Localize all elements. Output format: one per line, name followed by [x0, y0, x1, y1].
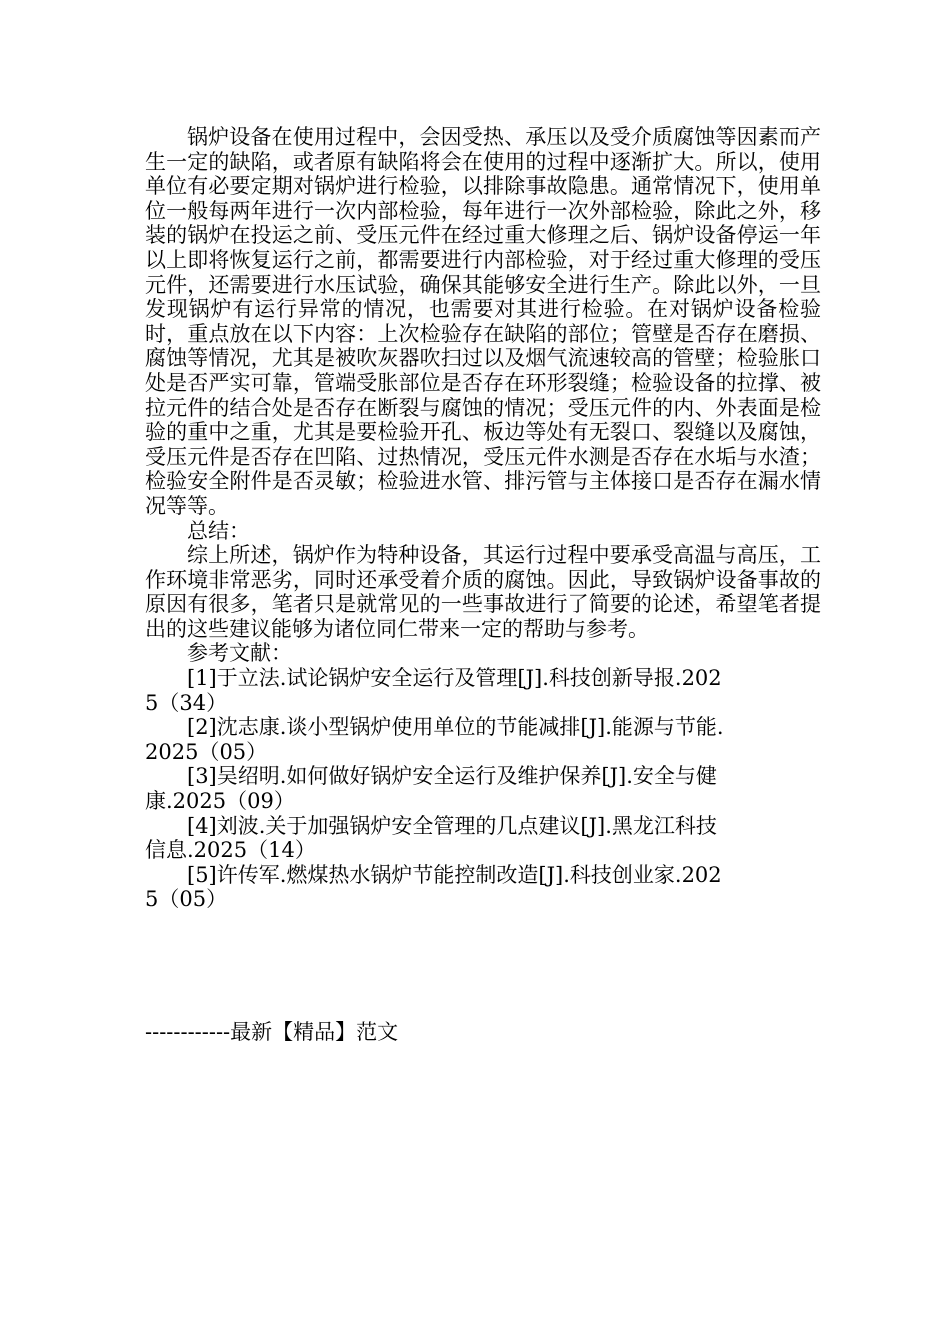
footer-tagline: ------------最新【精品】范文: [145, 1020, 399, 1044]
reference-list: [145, 666, 821, 912]
reference-item: [4]刘波.关于加强锅炉安全管理的几点建议[J].黑龙江科技信息.2025（14）: [145, 813, 717, 863]
summary-paragraph: 综上所述，锅炉作为特种设备，其运行过程中要承受高温与高压，工作环境非常恶劣，同时还承受着介质的腐蚀。因此，导致锅炉设备事故的原因有很多，笔者只是就常见的一些事故进行了简要的论述，希望笔者提出的这些建议能够为诸位同仁带来一定的帮助与参考。: [145, 543, 821, 641]
reference-item: [2]沈志康.谈小型锅炉使用单位的节能减排[J].能源与节能.2025（05）: [145, 715, 724, 764]
reference-item: [5]许传军.燃煤热水锅炉节能控制改造[J].科技创业家.2025（05）: [145, 862, 722, 912]
summary-heading: 总结：: [187, 518, 250, 543]
reference-item: [1]于立法.试论锅炉安全运行及管理[J].科技创新导报.2025（34）: [145, 666, 722, 715]
body-paragraph: 锅炉设备在使用过程中，会因受热、承压以及受介质腐蚀等因素而产生一定的缺陷，或者原有缺陷将会在使用的过程中逐渐扩大。所以，使用单位有必要定期对锅炉进行检验，以排除事故隐患。通常情况下，使用单位一般每两年进行一次内部检验，每年进行一次外部检验，除此之外，移装的锅炉在投运之前、受压元件在经过重大修理之后、锅炉设备停运一年以上即将恢复运行之前，都需要进行内部检验，对于经过重大修理的受压元件，还需要进行水压试验，确保其能够安全进行生产。除此以外，一旦发现锅炉有运行异常的情况，也需要对其进行检验。在对锅炉设备检验时，重点放在以下内容：上次检验存在缺陷的部位；管壁是否存在磨损、腐蚀等情况，尤其是被吹灰器吹扫过以及烟气流速较高的管壁；检验胀口处是否严实可靠，管端受胀部位是否存在环形裂缝；检验设备的拉撑、被拉元件的结合处是否存在断裂与腐蚀的情况；受压元件的内、外表面是检验的重中之重，尤其是要检验开孔、板边等处有无裂口、裂缝以及腐蚀，受压元件是否存在凹陷、过热情况，受压元件水测是否存在水垢与水渣；检验安全附件是否灵敏；检验进水管、排污管与主体接口是否存在漏水情况等等。: [145, 125, 821, 518]
references-heading: 参考文献：: [187, 641, 292, 666]
reference-item: [3]吴绍明.如何做好锅炉安全运行及维护保养[J].安全与健康.2025（09）: [145, 764, 717, 814]
document-body: [145, 125, 821, 912]
